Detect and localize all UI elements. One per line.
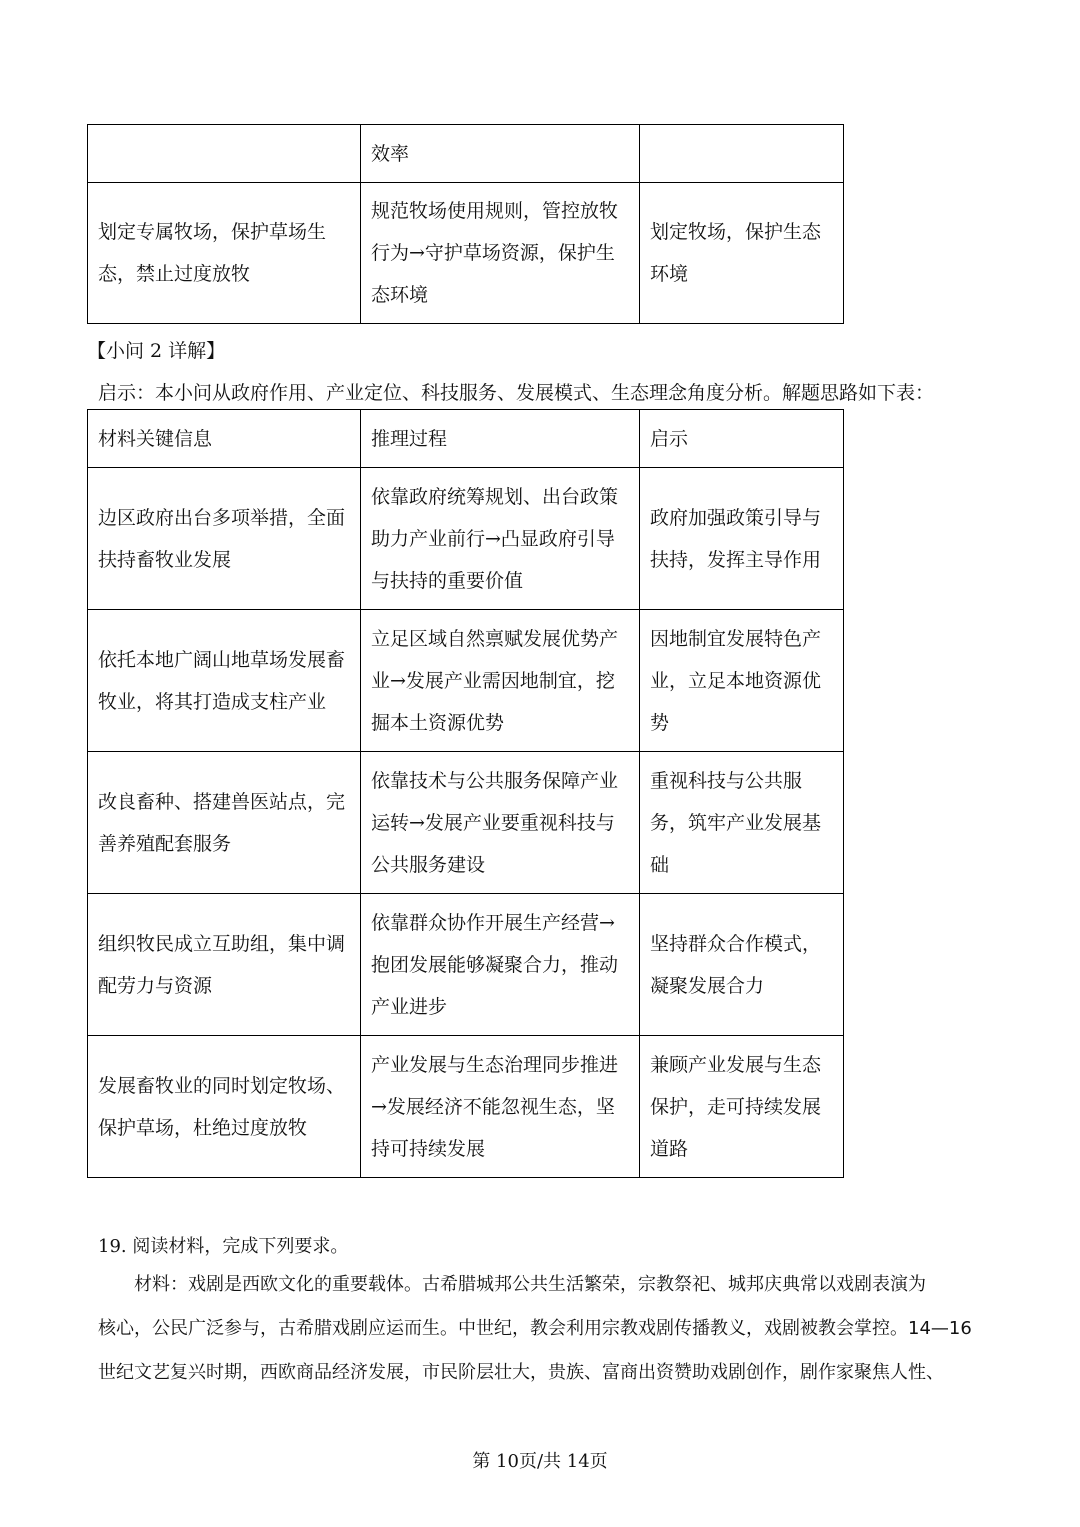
table-cell: 因地制宜发展特色产业，立足本地资源优势 <box>640 610 844 752</box>
table-cell: 依靠群众协作开展生产经营→抱团发展能够凝聚合力，推动产业进步 <box>361 894 640 1036</box>
sub-question-heading: 【小问 2 详解】 <box>87 340 226 362</box>
table-row <box>88 752 844 894</box>
table-cell: 组织牧民成立互助组，集中调配劳力与资源 <box>88 894 361 1036</box>
table-cell: 效率 <box>361 125 640 183</box>
table-header-cell: 启示 <box>640 410 844 468</box>
table-cell: 兼顾产业发展与生态保护，走可持续发展道路 <box>640 1036 844 1178</box>
table-cell: 边区政府出台多项举措，全面扶持畜牧业发展 <box>88 468 361 610</box>
table-cell: 坚持群众合作模式，凝聚发展合力 <box>640 894 844 1036</box>
table-cell: 划定牧场，保护生态环境 <box>640 183 844 324</box>
table-row <box>88 1036 844 1178</box>
material-line: 世纪文艺复兴时期，西欧商品经济发展，市民阶层壮大，贵族、富商出资赞助戏剧创作，剧作家聚焦人性、 <box>98 1362 944 1383</box>
table-row <box>88 894 844 1036</box>
table-cell <box>88 125 361 183</box>
material-paragraph <box>98 1263 988 1395</box>
analysis-table-1 <box>87 124 844 324</box>
table-cell: 依靠技术与公共服务保障产业运转→发展产业要重视科技与公共服务建设 <box>361 752 640 894</box>
table-row <box>88 183 844 324</box>
table-cell: 依靠政府统筹规划、出台政策助力产业前行→凸显政府引导与扶持的重要价值 <box>361 468 640 610</box>
table-header-cell: 推理过程 <box>361 410 640 468</box>
table-row <box>88 468 844 610</box>
table-cell: 改良畜种、搭建兽医站点，完善养殖配套服务 <box>88 752 361 894</box>
table-cell: 重视科技与公共服务，筑牢产业发展基础 <box>640 752 844 894</box>
material-line: 材料：戏剧是西欧文化的重要载体。古希腊城邦公共生活繁荣，宗教祭祀、城邦庆典常以戏剧表演为 <box>134 1274 926 1295</box>
table-row <box>88 125 844 183</box>
table-cell: 依托本地广阔山地草场发展畜牧业，将其打造成支柱产业 <box>88 610 361 752</box>
page-footer: 第 10页/共 14页 <box>472 1451 608 1472</box>
table-cell: 政府加强政策引导与扶持，发挥主导作用 <box>640 468 844 610</box>
table-cell: 发展畜牧业的同时划定牧场、保护草场，杜绝过度放牧 <box>88 1036 361 1178</box>
table-header-row <box>88 410 844 468</box>
table-cell: 划定专属牧场，保护草场生态，禁止过度放牧 <box>88 183 361 324</box>
material-line: 核心，公民广泛参与，古希腊戏剧应运而生。中世纪，教会利用宗教戏剧传播教义，戏剧被教会掌控。14—16 <box>98 1318 972 1339</box>
table-header-cell: 材料关键信息 <box>88 410 361 468</box>
table-row <box>88 610 844 752</box>
hint-text: 启示：本小问从政府作用、产业定位、科技服务、发展模式、生态理念角度分析。解题思路如下表： <box>98 382 935 404</box>
question-title: 19. 阅读材料，完成下列要求。 <box>98 1236 349 1257</box>
table-cell: 规范牧场使用规则，管控放牧行为→守护草场资源，保护生态环境 <box>361 183 640 324</box>
table-cell <box>640 125 844 183</box>
analysis-table-2 <box>87 409 844 1178</box>
table-cell: 产业发展与生态治理同步推进→发展经济不能忽视生态，坚持可持续发展 <box>361 1036 640 1178</box>
table-cell: 立足区域自然禀赋发展优势产业→发展产业需因地制宜，挖掘本土资源优势 <box>361 610 640 752</box>
